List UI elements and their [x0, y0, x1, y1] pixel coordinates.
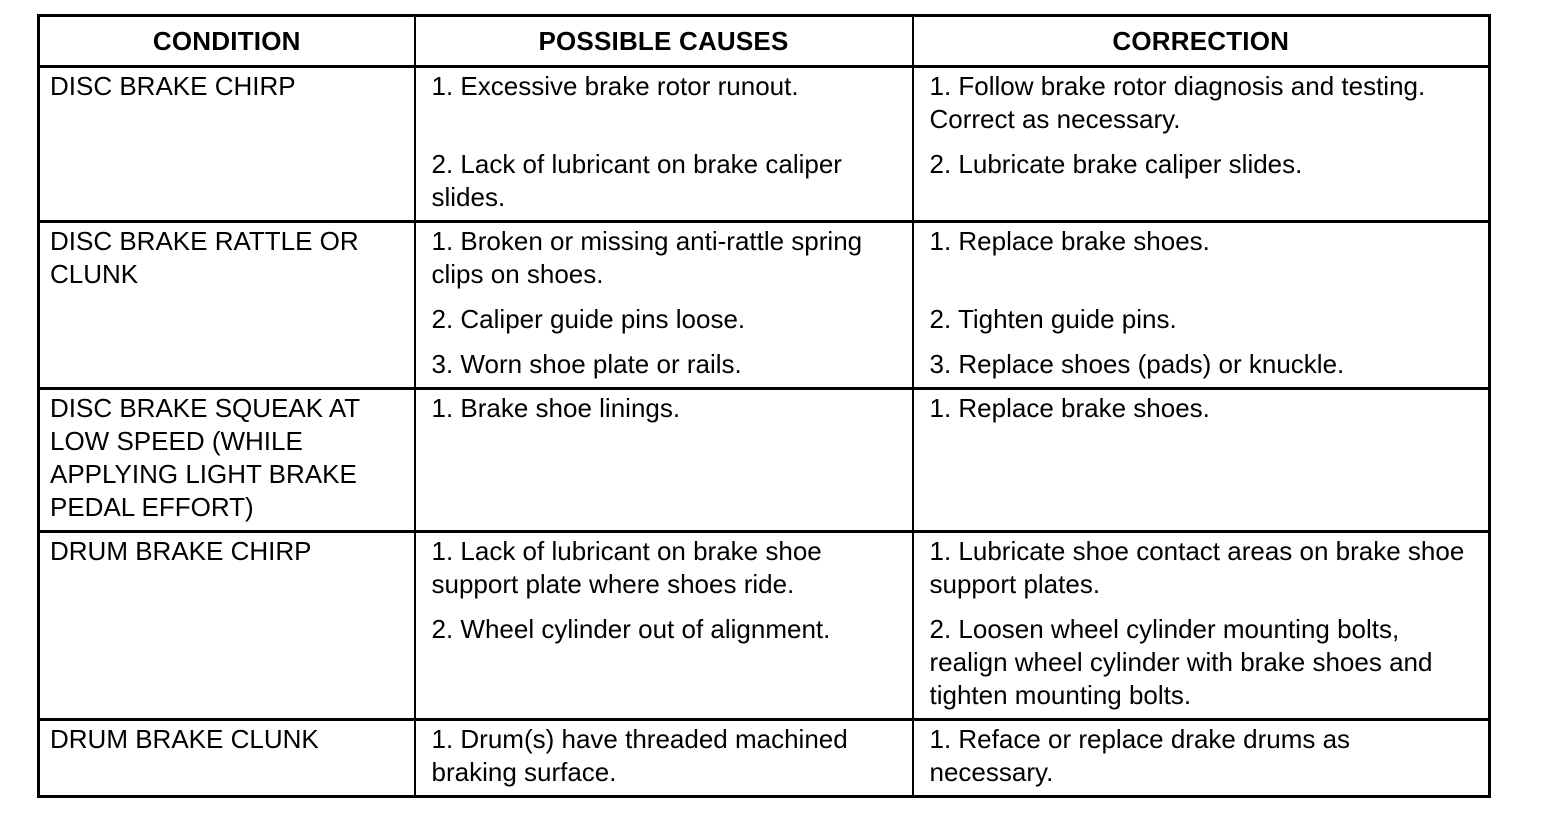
condition-text: DRUM BRAKE CHIRP	[50, 536, 312, 566]
condition-cell	[39, 222, 415, 389]
condition-text: DISC BRAKE SQUEAK AT LOW SPEED (WHILE APPLYING LIGHT BRAKE PEDAL EFFORT)	[50, 393, 360, 522]
condition-text: DISC BRAKE CHIRP	[50, 71, 296, 101]
cause-item: 2. Lack of lubricant on brake caliper slides.	[431, 149, 842, 212]
table-row	[39, 532, 1490, 720]
causes-cell	[415, 532, 913, 720]
condition-cell	[39, 67, 415, 222]
header-condition: CONDITION	[39, 16, 415, 67]
condition-cell	[39, 389, 415, 532]
condition-text: DISC BRAKE RATTLE OR CLUNK	[50, 226, 359, 289]
causes-cell	[415, 67, 913, 222]
condition-cell	[39, 532, 415, 720]
diagnosis-table	[37, 14, 1491, 798]
correction-item: 3. Replace shoes (pads) or knuckle.	[929, 349, 1345, 379]
corrections-cell	[913, 720, 1490, 797]
cause-item: 1. Excessive brake rotor runout.	[431, 71, 799, 101]
header-possible-causes: POSSIBLE CAUSES	[415, 16, 913, 67]
corrections-cell	[913, 67, 1490, 222]
condition-cell	[39, 720, 415, 797]
header-row	[39, 16, 1490, 67]
cause-item: 1. Brake shoe linings.	[431, 393, 681, 423]
corrections-cell	[913, 222, 1490, 389]
table-body	[39, 67, 1490, 797]
header-correction: CORRECTION	[913, 16, 1490, 67]
correction-item: 2. Loosen wheel cylinder mounting bolts, realign wheel cylinder with brake shoes and tighten mounting bolts.	[929, 614, 1433, 710]
corrections-cell	[913, 389, 1490, 532]
correction-item: 1. Replace brake shoes.	[929, 226, 1210, 256]
cause-item: 1. Broken or missing anti-rattle spring clips on shoes.	[431, 226, 863, 289]
causes-cell	[415, 389, 913, 532]
cause-item: 2. Wheel cylinder out of alignment.	[431, 614, 831, 644]
table-row	[39, 389, 1490, 532]
causes-cell	[415, 720, 913, 797]
table-header	[39, 16, 1490, 67]
cause-item: 2. Caliper guide pins loose.	[431, 304, 746, 334]
corrections-cell	[913, 532, 1490, 720]
table-row	[39, 67, 1490, 222]
correction-item: 2. Tighten guide pins.	[929, 304, 1177, 334]
correction-item: 2. Lubricate brake caliper slides.	[929, 149, 1303, 179]
cause-item: 1. Lack of lubricant on brake shoe support plate where shoes ride.	[431, 536, 822, 599]
table-row	[39, 720, 1490, 797]
correction-item: 1. Replace brake shoes.	[929, 393, 1210, 423]
table-row	[39, 222, 1490, 389]
causes-cell	[415, 222, 913, 389]
cause-item: 3. Worn shoe plate or rails.	[431, 349, 742, 379]
correction-item: 1. Lubricate shoe contact areas on brake shoe support plates.	[929, 536, 1465, 599]
correction-item: 1. Follow brake rotor diagnosis and testing. Correct as necessary.	[929, 71, 1426, 134]
condition-text: DRUM BRAKE CLUNK	[50, 724, 319, 754]
cause-item: 1. Drum(s) have threaded machined braking surface.	[431, 724, 848, 787]
correction-item: 1. Reface or replace drake drums as necessary.	[929, 724, 1351, 787]
